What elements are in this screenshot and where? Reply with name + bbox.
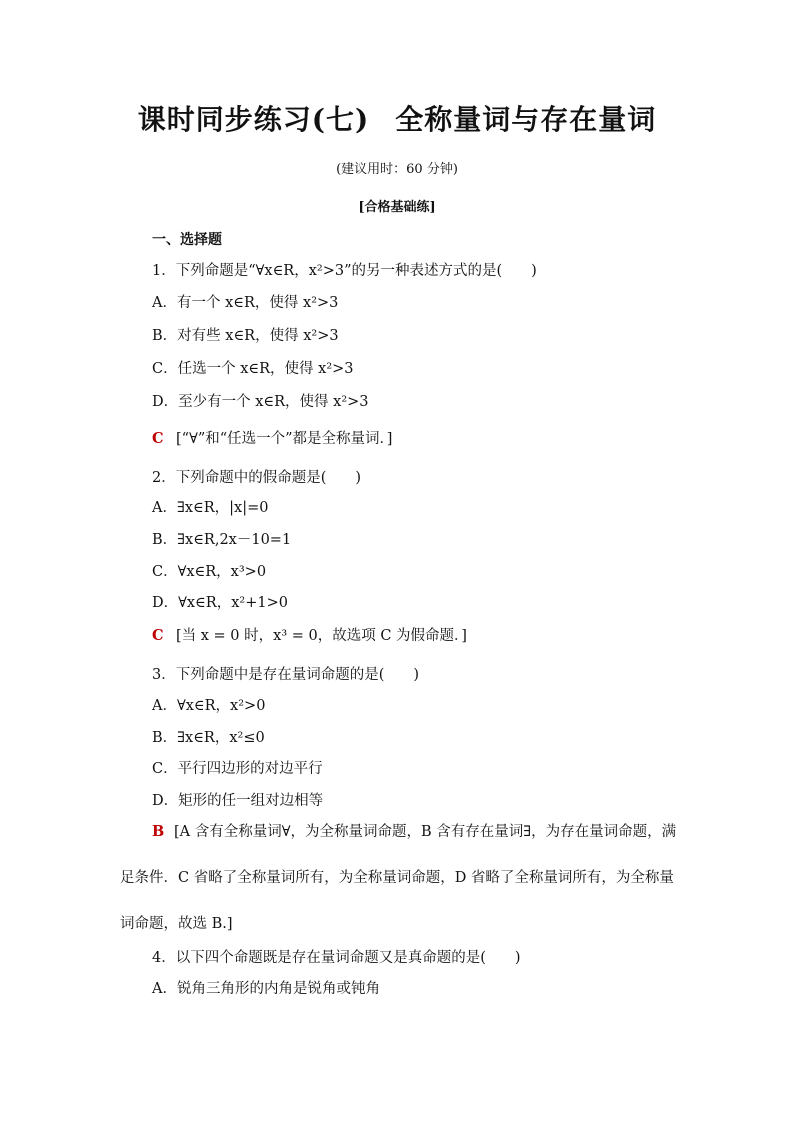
q3-option-c: C．平行四边形的对边平行	[152, 761, 323, 777]
title-part1: 课时同步练习(七)	[137, 103, 370, 136]
level-label: [合格基础练]	[358, 200, 436, 215]
q1-option-d: D．至少有一个 x∈R，使得 x²>3	[152, 394, 369, 410]
title-part2: 全称量词与存在量词	[395, 103, 657, 136]
q2-answer-row	[152, 624, 467, 645]
q3-answer-row	[120, 809, 680, 947]
q1-stem: 1．下列命题是“∀x∈R，x²>3”的另一种表述方式的是( )	[152, 263, 537, 279]
q2-stem: 2．下列命题中的假命题是( )	[152, 470, 362, 486]
time-note: (建议用时：60 分钟)	[336, 162, 458, 177]
q2-option-d: D．∀x∈R，x²+1>0	[152, 595, 288, 611]
q2-option-c: C．∀x∈R，x³>0	[152, 564, 267, 580]
q1-answer: C	[152, 430, 164, 447]
q4-stem: 4．以下四个命题既是存在量词命题又是真命题的是( )	[152, 950, 521, 966]
q2-option-b: B．∃x∈R,2x－10=1	[152, 532, 292, 548]
q3-option-b: B．∃x∈R，x²≤0	[152, 730, 265, 746]
page-title	[0, 98, 794, 138]
q1-option-a: A．有一个 x∈R，使得 x²>3	[152, 295, 339, 311]
q3-option-d: D．矩形的任一组对边相等	[152, 793, 324, 809]
q3-explanation: [A 含有全称量词∀，为全称量词命题，B 含有存在量词∃，为存在量词命题，满足条件．C 省略了全称量词所有，为全称量词命题，D 省略了全称量词所有，为全称量词命题，故选 B.]	[120, 824, 677, 932]
q2-answer: C	[152, 627, 164, 644]
q1-option-c: C．任选一个 x∈R，使得 x²>3	[152, 361, 354, 377]
q1-answer-row	[152, 427, 392, 448]
q3-option-a: A．∀x∈R，x²>0	[152, 698, 266, 714]
q3-answer: B	[152, 823, 165, 840]
q3-stem: 3．下列命题中是存在量词命题的是( )	[152, 667, 420, 683]
q2-explanation: [当 x = 0 时，x³ = 0，故选项 C 为假命题．]	[176, 628, 467, 644]
q1-option-b: B．对有些 x∈R，使得 x²>3	[152, 328, 339, 344]
section-heading: 一、选择题	[152, 232, 222, 248]
q1-explanation: [“∀”和“任选一个”都是全称量词．]	[176, 431, 393, 447]
q2-option-a: A．∃x∈R，|x|=0	[152, 500, 269, 516]
q4-option-a: A．锐角三角形的内角是锐角或钝角	[152, 981, 380, 997]
